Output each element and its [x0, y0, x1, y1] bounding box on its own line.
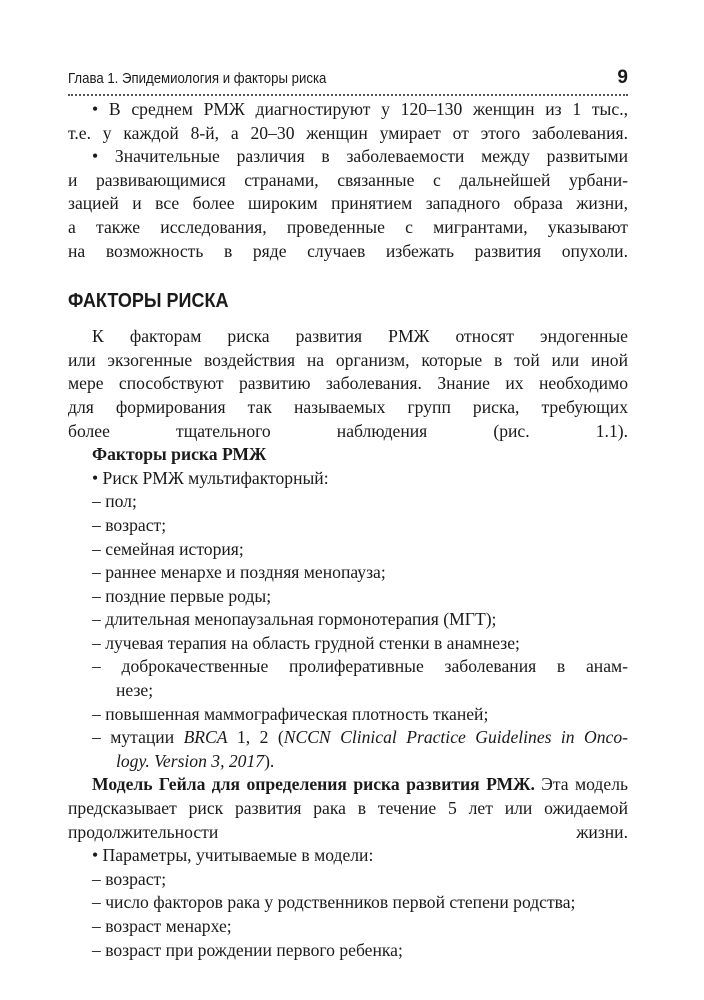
list-item: – возраст при рождении первого ребенка;	[92, 939, 403, 960]
citation-source: NCCN Clinical Practice Guidelines in Onco-	[283, 727, 629, 748]
text-line: для формирования так называемых групп риска, требующих	[68, 396, 628, 417]
text-line: или экзогенные воздействия на организм, которые в той или иной	[68, 349, 628, 370]
text-line	[68, 773, 628, 797]
citation-source: logy. Version 3, 2017	[116, 750, 265, 771]
page-number: 9	[617, 67, 628, 88]
list-item: – раннее менархе и поздняя менопауза;	[92, 562, 386, 583]
list-item: – повышенная маммографическая плотность тканей;	[92, 703, 489, 724]
list-item: – длительная менопаузальная гормонотерапия (МГТ);	[92, 609, 497, 630]
gail-model-paragraph	[68, 773, 628, 844]
text-line: зацией и все более широким принятием западного образа жизни,	[68, 193, 628, 214]
text-line: • Значительные различия в заболеваемости между развитыми	[92, 146, 628, 167]
list-item: • Параметры, учитываемые в модели:	[92, 845, 374, 866]
text-line: и развивающимися странами, связанные с дальнейшей урбани-	[68, 169, 628, 190]
list-item: – возраст;	[92, 868, 167, 889]
section-paragraph	[68, 325, 628, 443]
text-line: т.е. у каждой 8-й, а 20–30 женщин умирает от этого заболевания.	[68, 122, 628, 143]
text-line: более тщательного наблюдения (рис. 1.1).	[68, 420, 628, 441]
gail-model-title: Модель Гейла для определения риска развития РМЖ.	[92, 774, 535, 795]
list-item-mutations	[92, 726, 628, 773]
text-run: – мутации	[92, 727, 184, 748]
text-line: К факторам риска развития РМЖ относят эндогенные	[92, 326, 628, 347]
chapter-title: Глава 1. Эпидемиология и факторы риска	[68, 70, 327, 87]
text-line: незе;	[116, 680, 154, 701]
list-item: – лучевая терапия на область грудной стенки в анамнезе;	[92, 632, 520, 653]
text-run: 1, 2 (	[227, 727, 284, 748]
text-line	[92, 750, 628, 774]
text-line: продолжительности жизни.	[68, 821, 628, 842]
text-run: ).	[264, 750, 275, 771]
text-run: Эта модель	[534, 774, 628, 795]
gene-name: BRCA	[183, 727, 228, 748]
list-item: – пол;	[92, 491, 137, 512]
text-line: предсказывает риск развития рака в течение 5 лет или ожидаемой	[68, 798, 628, 819]
section-heading: ФАКТОРЫ РИСКА	[68, 290, 229, 313]
text-line: а также исследования, проведенные с мигрантами, указывают	[68, 216, 628, 237]
text-line: на возможность в ряде случаев избежать развития опухоли.	[68, 240, 628, 261]
text-line: мере способствуют развитию заболевания. Знание их необходимо	[68, 373, 628, 394]
list-item: – возраст менархе;	[92, 916, 232, 936]
intro-bullet-1	[68, 98, 628, 145]
running-header	[68, 66, 628, 96]
list-item: • Риск РМЖ мультифакторный:	[92, 467, 329, 488]
list-item: – возраст;	[92, 514, 167, 535]
intro-bullet-2	[68, 145, 628, 263]
subheading-risk-factors: Факторы риска РМЖ	[92, 444, 267, 465]
text-line: – доброкачественные пролиферативные заболевания в анам-	[92, 656, 628, 677]
list-item: – семейная история;	[92, 538, 244, 559]
list-item: – поздние первые роды;	[92, 585, 272, 606]
text-line	[92, 726, 628, 750]
text-line: • В среднем РМЖ диагностируют у 120–130 женщин из 1 тыс.,	[92, 99, 628, 119]
page-body	[68, 98, 628, 962]
list-item	[92, 655, 628, 702]
list-item: – число факторов рака у родственников первой степени родства;	[92, 892, 576, 913]
